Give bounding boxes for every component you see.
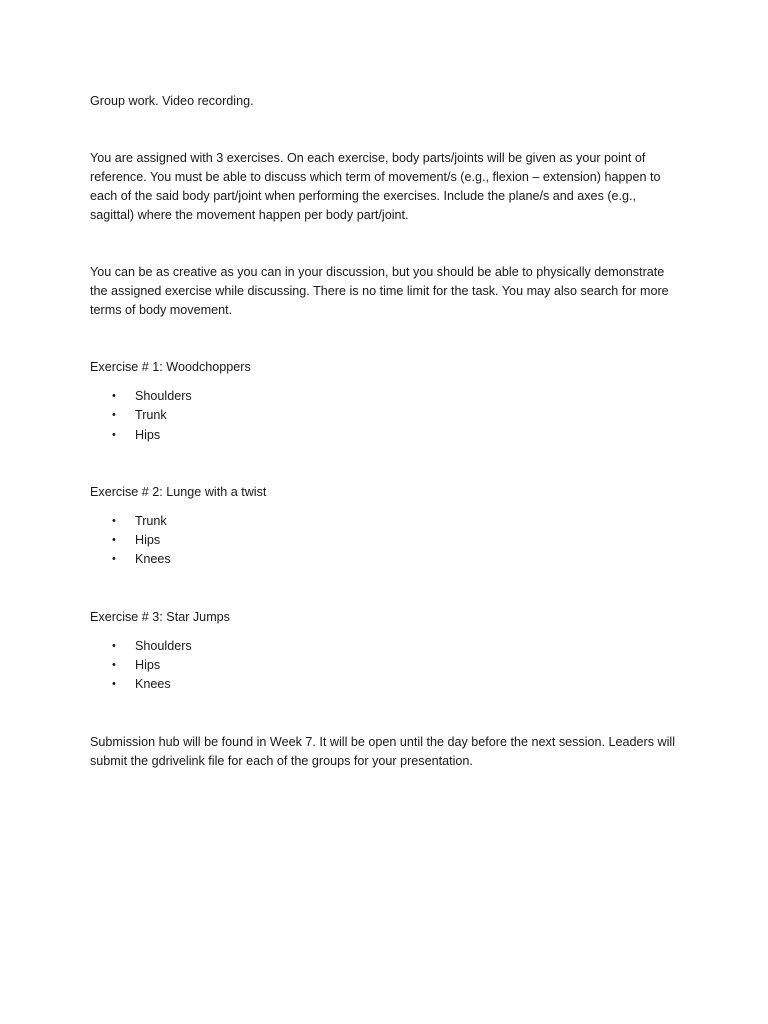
bullet-icon: • [112,390,116,402]
exercise-block-2 [90,483,680,570]
list-item [90,550,680,569]
list-item-label: Hips [135,658,161,673]
exercise-heading: Exercise # 1: Woodchoppers [90,360,251,374]
submission-paragraph: Submission hub will be found in Week 7. It will be open until the day before the next session. Leaders will submit the gdrivelink file for each of the groups for your presentation. [90,734,676,768]
exercise-heading: Exercise # 2: Lunge with a twist [90,484,267,499]
intro-paragraph: You are assigned with 3 exercises. On each exercise, body parts/joints will be given as your point of reference. You must be able to discuss which term of movement/s (e.g., flexion – extension) happen to each of the said body part/joint when performing the exercises. Include the plane/s and axes (e.g., sagittal) where the movement happen per body part/joint. [90,151,661,222]
title-line: Group work. Video recording. [90,94,254,108]
list-item [90,512,680,531]
bullet-icon: • [112,659,116,672]
list-item-label: Knees [135,552,171,567]
list-item [90,387,680,406]
bullet-icon: • [112,409,116,422]
exercise-heading: Exercise # 3: Star Jumps [90,609,230,624]
list-item-label: Trunk [135,408,167,423]
exercise-block-1 [90,358,680,445]
list-item [90,637,680,656]
bullet-icon: • [112,553,116,566]
body-part-list [90,387,680,445]
bullet-icon: • [112,678,116,691]
list-item-label: Knees [135,677,171,692]
list-item [90,406,680,425]
list-item-label: Hips [135,533,161,548]
creative-paragraph: You can be as creative as you can in your discussion, but you should be able to physically demonstrate the assigned exercise while discussing. There is no time limit for the task. You may also search for more terms of body movement. [90,265,669,317]
list-item [90,531,680,550]
list-item [90,426,680,445]
list-item-label: Shoulders [135,638,192,653]
list-item [90,675,680,694]
bullet-icon: • [112,639,116,652]
bullet-icon: • [112,428,116,441]
body-part-list [90,512,680,570]
list-item-label: Shoulders [135,389,192,403]
bullet-icon: • [112,514,116,527]
bullet-icon: • [112,534,116,547]
document-page [90,92,680,771]
body-part-list [90,637,680,695]
list-item-label: Trunk [135,513,167,528]
list-item [90,656,680,675]
exercise-block-3 [90,608,680,695]
list-item-label: Hips [135,427,161,442]
